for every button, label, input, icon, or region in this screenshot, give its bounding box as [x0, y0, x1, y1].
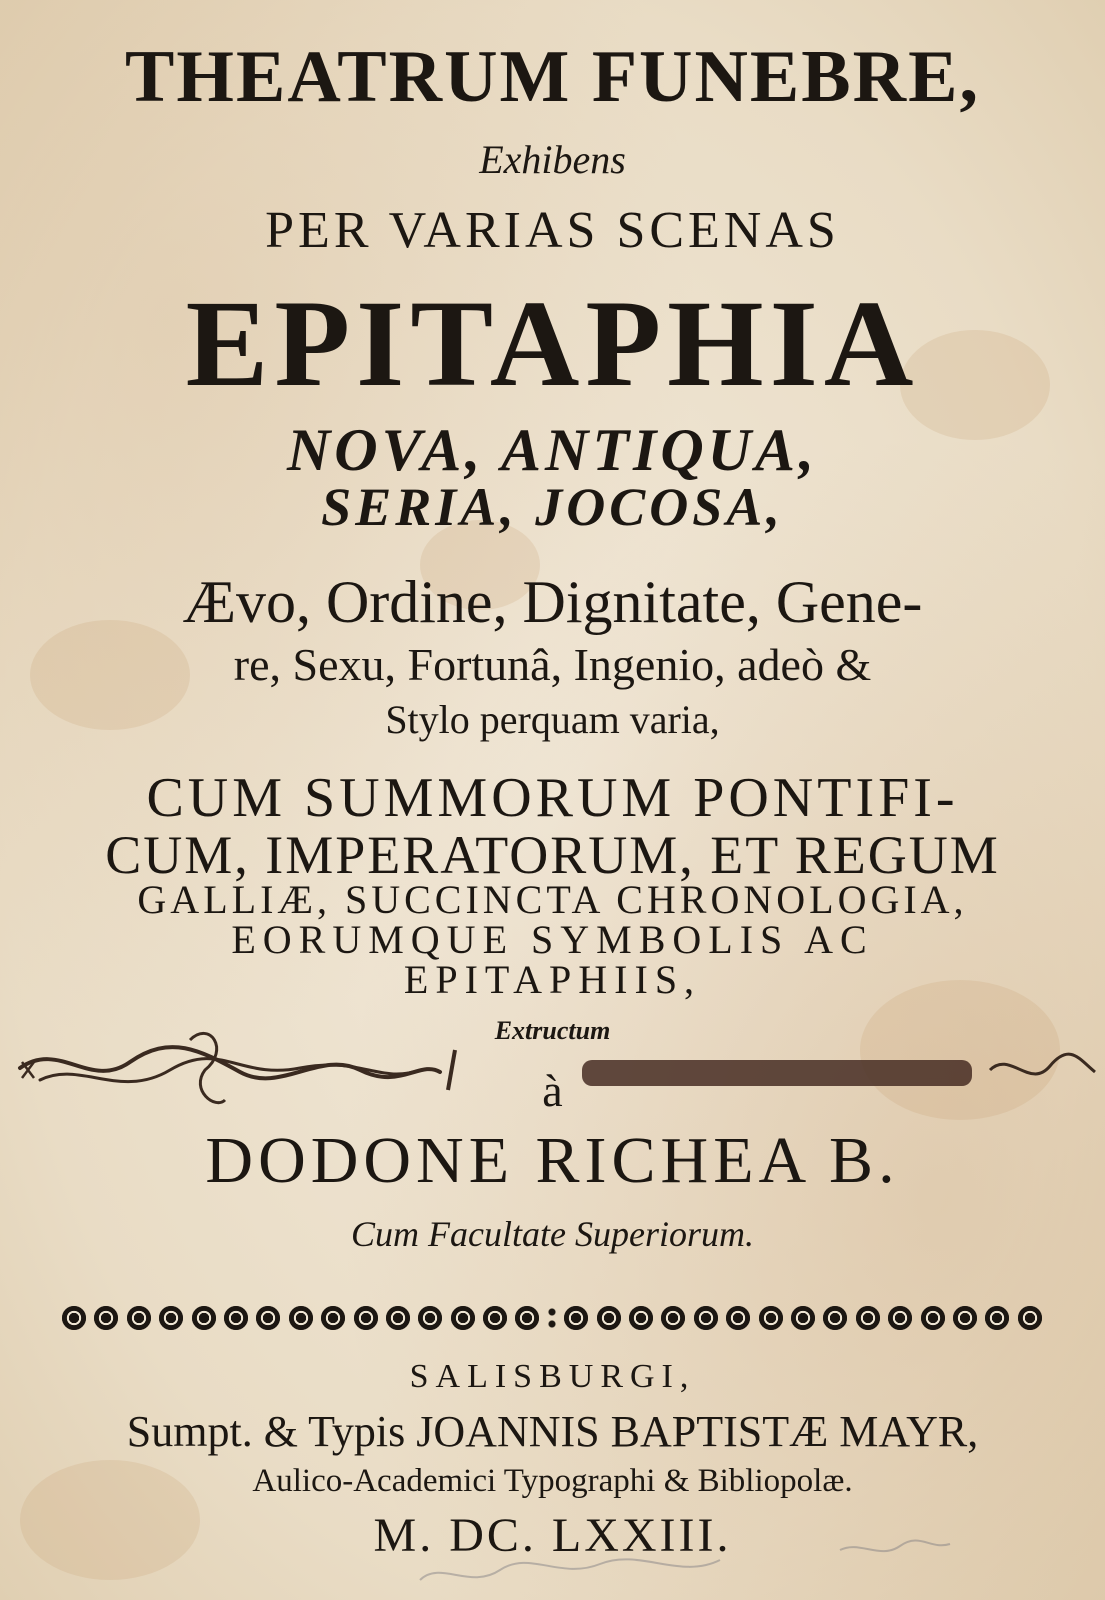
- manuscript-scribble-right: [990, 1054, 1095, 1074]
- imprint-place: SALISBURGI,: [409, 1358, 696, 1395]
- rosette-ornament: [921, 1306, 945, 1330]
- author-name: DODONE RICHEA B.: [205, 1124, 900, 1197]
- title-line-epitaphiis: EPITAPHIIS,: [403, 957, 702, 1002]
- pencil-scribble: [840, 1541, 950, 1552]
- pencil-shelfmark: [0, 1520, 1105, 1600]
- rosette-ornament: [759, 1306, 783, 1330]
- rosette-ornament: [289, 1306, 313, 1330]
- rosette-ornament: [94, 1306, 118, 1330]
- rosette-ornament: [62, 1306, 86, 1330]
- rosette-ornament: [354, 1306, 378, 1330]
- rosette-ornament: [192, 1306, 216, 1330]
- rosette-ornament: [888, 1306, 912, 1330]
- rosette-ornament: [386, 1306, 410, 1330]
- rosette-ornament: [451, 1306, 475, 1330]
- title-line-theatrum: THEATRUM FUNEBRE,: [125, 36, 980, 118]
- rosette-ornament: [321, 1306, 345, 1330]
- imprint-printer-title: Aulico-Academici Typographi & Bibliopolæ.: [252, 1463, 853, 1499]
- rosette-ornament: [483, 1306, 507, 1330]
- title-line-stylo: Stylo perquam varia,: [385, 697, 720, 742]
- manuscript-mark: [448, 1050, 455, 1090]
- title-line-imperatorum: CUM, IMPERATORUM, ET REGUM: [105, 825, 1000, 885]
- rosette-ornament: [953, 1306, 977, 1330]
- title-line-galliae: GALLIÆ, SUCCINCTA CHRONOLOGIA,: [137, 877, 968, 922]
- permission-line: Cum Facultate Superiorum.: [351, 1214, 754, 1254]
- rosette-ornament: [791, 1306, 815, 1330]
- title-line-seria-jocosa: SERIA, JOCOSA,: [321, 477, 784, 537]
- rosette-ornament: [726, 1306, 750, 1330]
- title-line-extructum: Extructum: [494, 1016, 611, 1045]
- pencil-scribble: [420, 1559, 720, 1580]
- rosette-ornament: [515, 1306, 539, 1330]
- manuscript-loop: [190, 1033, 225, 1102]
- title-line-per-varias: PER VARIAS SCENAS: [265, 202, 840, 259]
- manuscript-inscription: [0, 1010, 1105, 1130]
- rosette-ornament: [694, 1306, 718, 1330]
- rosette-ornament: [661, 1306, 685, 1330]
- manuscript-strikeout-right: [582, 1060, 972, 1086]
- rosette-ornament: [159, 1306, 183, 1330]
- title-line-sexu: re, Sexu, Fortunâ, Ingenio, adeò &: [233, 639, 872, 690]
- rosette-ornament: [127, 1306, 151, 1330]
- rosette-ornament: [985, 1306, 1009, 1330]
- title-line-exhibens: Exhibens: [479, 137, 626, 182]
- rosette-ornament: [597, 1306, 621, 1330]
- rosette-ornament: [564, 1306, 588, 1330]
- imprint-printer: Sumpt. & Typis JOANNIS BAPTISTÆ MAYR,: [126, 1407, 979, 1456]
- rosette-ornament: [256, 1306, 280, 1330]
- title-line-cum-summorum: CUM SUMMORUM PONTIFI-: [146, 767, 959, 829]
- ornament-colon: [548, 1308, 556, 1328]
- title-line-epitaphia: EPITAPHIA: [185, 275, 920, 412]
- title-line-nova-antiqua: NOVA, ANTIQUA,: [286, 417, 819, 483]
- rosette-ornament: [224, 1306, 248, 1330]
- title-line-eorumque: EORUMQUE SYMBOLIS AC: [231, 917, 874, 962]
- rosette-ornament: [823, 1306, 847, 1330]
- title-line-a: à: [542, 1065, 563, 1116]
- rosette-ornament: [418, 1306, 442, 1330]
- title-line-aevo: Ævo, Ordine, Dignitate, Gene-: [182, 569, 923, 635]
- imprint-date: M. DC. LXXIII.: [373, 1509, 732, 1562]
- printers-ornament-row: [62, 1298, 1042, 1338]
- rosette-ornament: [629, 1306, 653, 1330]
- rosette-ornament: [1018, 1306, 1042, 1330]
- rosette-ornament: [856, 1306, 880, 1330]
